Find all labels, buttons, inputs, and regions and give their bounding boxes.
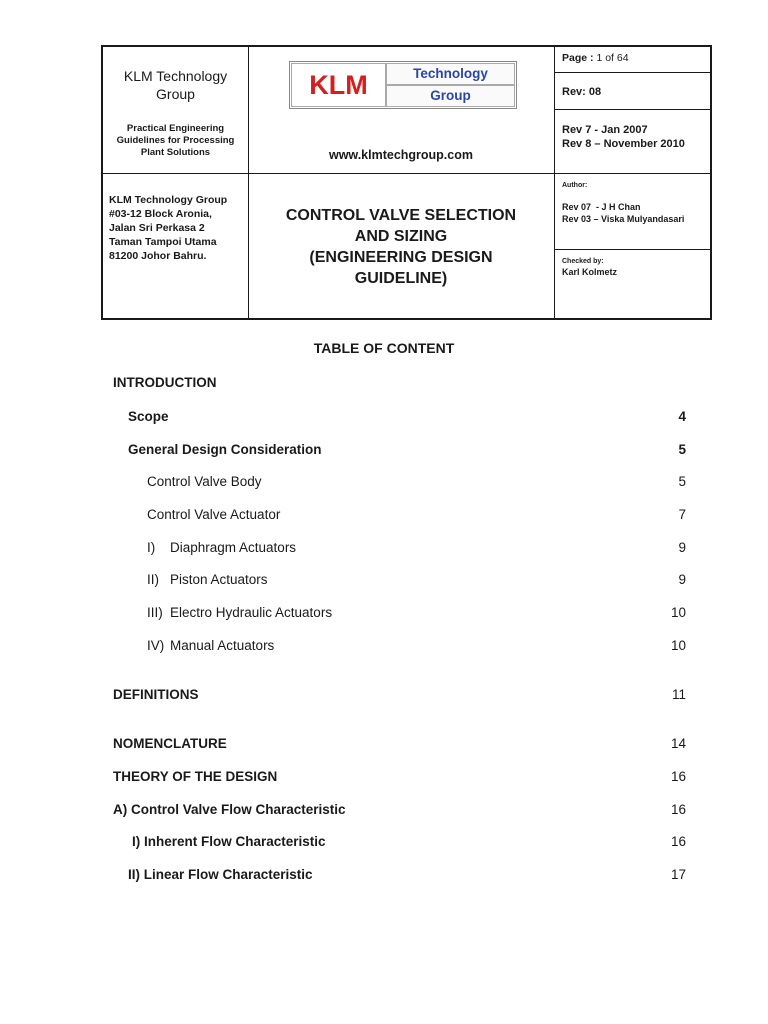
toc-entry-label: Scope [128,409,169,424]
document-title [248,205,554,289]
toc-entry-label: DEFINITIONS [113,687,199,702]
toc-entry-label: Piston Actuators [170,572,268,587]
page-value: 1 of 64 [596,52,629,64]
toc-entry[interactable] [0,442,768,460]
document-header [101,45,712,320]
toc-entry-page: 10 [670,605,686,620]
toc-entry-page: 7 [678,507,686,522]
toc-entry[interactable] [0,540,768,558]
company-tagline [103,123,248,159]
company-name [103,67,248,103]
toc-entry-label: THEORY OF THE DESIGN [113,769,278,784]
address-line: KLM Technology Group [109,194,228,206]
toc-entry-page: 11 [671,687,686,702]
header-divider [103,173,554,174]
author-list [562,202,684,225]
revision-history [562,123,685,151]
title-line: AND SIZING [354,228,448,245]
revision-history-line: Rev 7 - Jan 2007 [562,124,648,136]
toc-entry-label: Manual Actuators [170,638,275,653]
company-address [109,193,227,263]
toc-entry-page: 9 [678,540,686,555]
toc-entry[interactable] [0,867,768,885]
toc-entry-label: Control Valve Actuator [147,507,281,522]
header-divider [554,72,710,73]
toc-entry-label: Electro Hydraulic Actuators [170,605,333,620]
page-indicator [562,52,629,64]
header-divider [554,47,555,318]
address-line: #03-12 Block Aronia, [109,208,212,220]
header-divider [554,173,710,174]
toc-title: TABLE OF CONTENT [313,340,455,356]
address-line: Jalan Sri Perkasa 2 [109,222,205,234]
toc-entry-page: 16 [670,802,686,817]
logo-group-text: Group [386,85,515,107]
title-line: GUIDELINE) [354,270,448,287]
toc-entry-page: 14 [670,736,686,751]
tagline-line: Plant Solutions [140,147,211,158]
toc-entry[interactable] [0,507,768,525]
header-divider [554,249,710,250]
logo-technology-text: Technology [386,63,515,85]
company-name-line: Group [156,86,195,102]
toc-entry[interactable] [0,605,768,623]
toc-entry[interactable] [0,474,768,492]
toc-entry-label: I) Inherent Flow Characteristic [132,834,326,849]
website-link[interactable]: www.klmtechgroup.com [328,148,473,162]
toc-entry[interactable] [0,834,768,852]
revision-history-line: Rev 8 – November 2010 [562,138,685,150]
toc-entry-page: 9 [678,572,686,587]
toc-entry[interactable] [0,638,768,656]
logo-klm-text: KLM [291,63,386,107]
author-line: Rev 07 - J H Chan [562,202,641,212]
toc-entry[interactable] [0,409,768,427]
toc-entry-roman: II) [147,572,159,587]
toc-entry[interactable] [0,736,768,754]
toc-entry[interactable] [0,375,768,393]
company-name-line: KLM Technology [123,68,228,84]
toc-entry-roman: III) [147,605,163,620]
toc-entry[interactable] [0,769,768,787]
toc-entry-label: A) Control Valve Flow Characteristic [113,802,346,817]
checked-by-label: Checked by: [562,258,604,265]
checked-by-name: Karl Kolmetz [562,267,618,277]
toc-entry-label: Control Valve Body [147,474,262,489]
toc-entry-label: Diaphragm Actuators [170,540,297,555]
tagline-line: Guidelines for Processing [116,135,235,146]
revision-number: Rev: 08 [562,86,602,98]
toc-entry-label: General Design Consideration [128,442,322,457]
toc-entry-roman: I) [147,540,156,555]
toc-entry-page: 16 [670,769,686,784]
toc-entry-page: 4 [678,409,686,424]
toc-entry-label: NOMENCLATURE [113,736,227,751]
tagline-line: Practical Engineering [126,123,225,134]
toc-entry-page: 5 [678,442,686,457]
toc-entry-roman: IV) [147,638,165,653]
toc-entry-page: 10 [670,638,686,653]
page-label: Page : [562,52,594,64]
header-divider [554,109,710,110]
toc-entry-label: II) Linear Flow Characteristic [128,867,313,882]
toc-entry-page: 5 [678,474,686,489]
toc-entry[interactable] [0,572,768,590]
klm-logo [289,61,517,109]
toc-entry[interactable] [0,687,768,705]
address-line: Taman Tampoi Utama [109,236,217,248]
toc-entry-page: 16 [670,834,686,849]
toc-entry-label: INTRODUCTION [113,375,217,390]
author-line: Rev 03 – Viska Mulyandasari [562,213,685,224]
title-line: (ENGINEERING DESIGN [309,249,493,266]
address-line: 81200 Johor Bahru. [109,250,207,262]
logo-words [386,63,515,107]
title-line: CONTROL VALVE SELECTION [285,207,517,224]
toc-entry-page: 17 [670,867,686,882]
toc-entry[interactable] [0,802,768,820]
author-label: Author: [562,182,588,189]
